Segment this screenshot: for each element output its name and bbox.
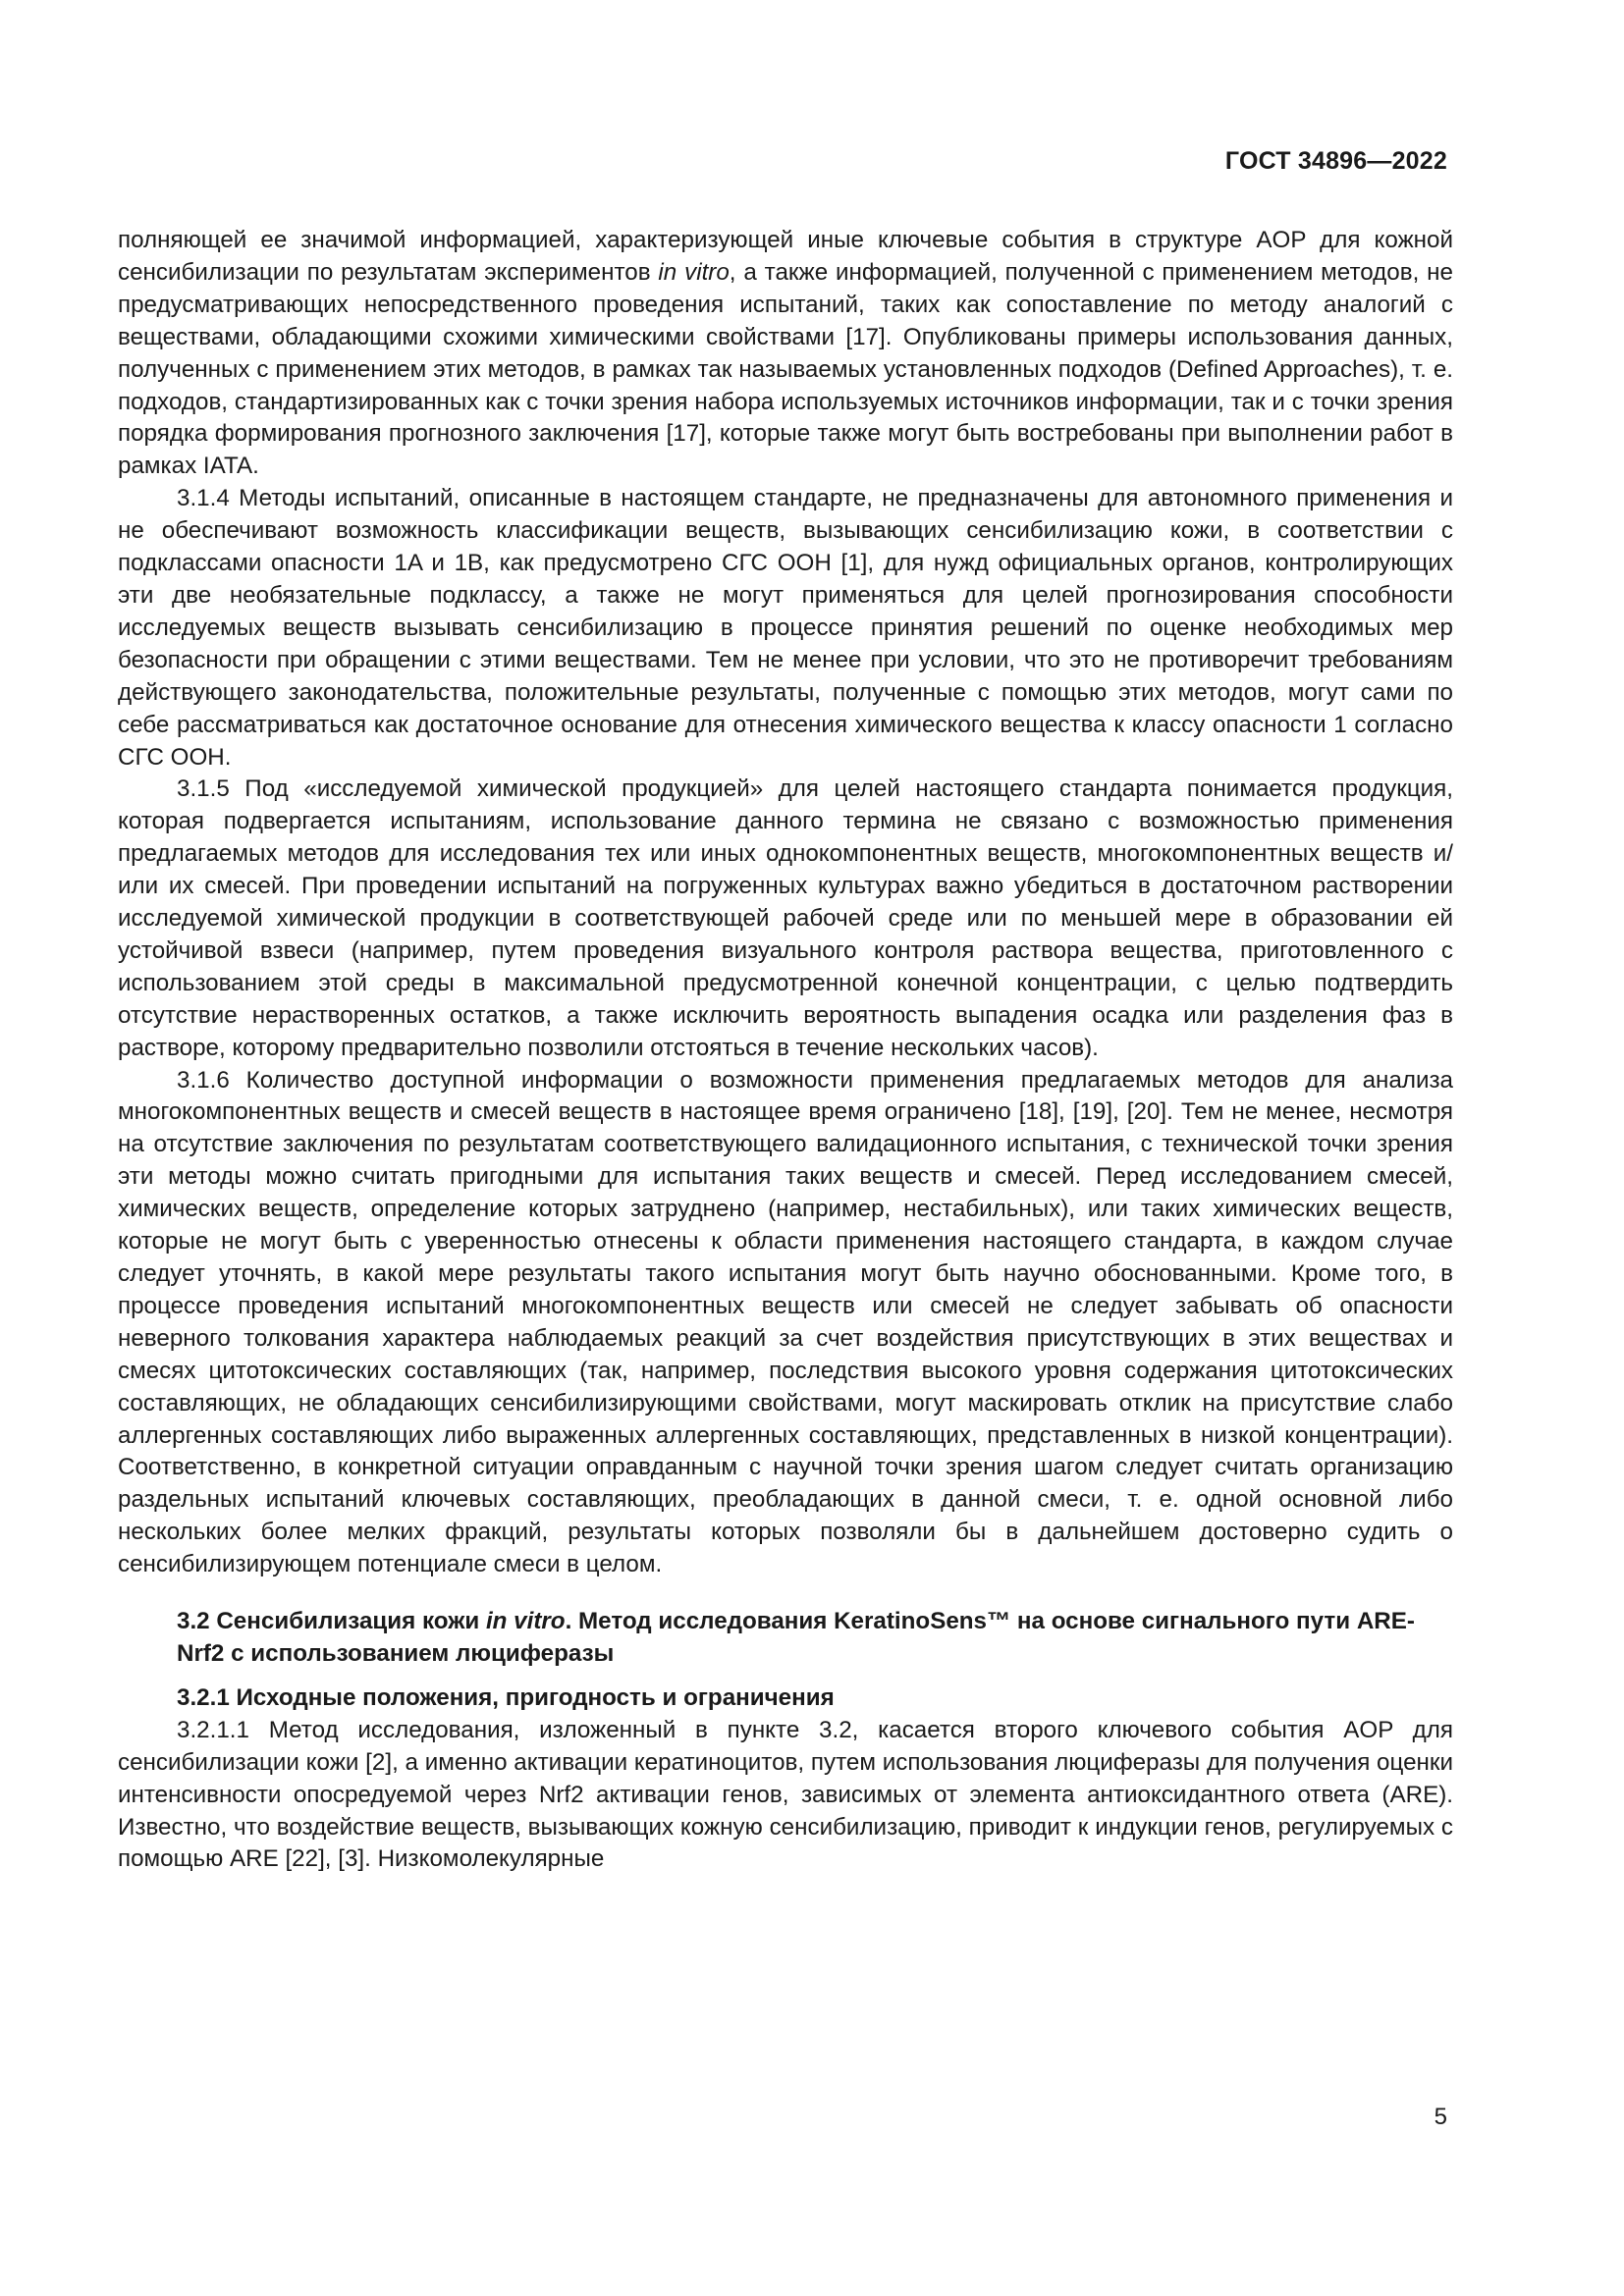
text-emphasis: in vitro: [658, 258, 730, 286]
text-emphasis: in vitro: [485, 1608, 566, 1635]
document-header: ГОСТ 34896—2022: [1224, 147, 1447, 175]
section-heading-3-2: [118, 1606, 1453, 1671]
page-number: 5: [1434, 2104, 1447, 2130]
paragraph-3-1-4: 3.1.4 Методы испытаний, описанные в настоящем стандарте, не предназначены для автономного применения и не обеспечивают возможность классификации веществ, вызывающих сенсибилизацию кожи, в соответствии с подклассами опасности 1A и 1B, как предусмотрено СГС ООН [1], для нужд официальных органов, контролирующих эти две необязательные подклассу, а также не могут применяться для целей прогнозирования способности исследуемых веществ вызывать сенсибилизацию в процессе принятия решений по оценке необходимых мер безопасности при обращении с этими веществами. Тем не менее при условии, что это не противоречит требованиям действующего законодательства, положительные результаты, полученные с помощью этих методов, могут сами по себе рассматриваться как достаточное основание для отнесения химического вещества к классу опасности 1 согласно СГС ООН.: [118, 485, 1453, 771]
text-run: 3.2 Сенсибилизация кожи: [177, 1608, 486, 1635]
text-run: , а также информацией, полученной с применением методов, не предусматривающих непосредственного проведения испытаний, таких как сопоставление по методу аналогий с веществами, обладающими схожими химическими свойствами [17]. Опубликованы примеры использования данных, полученных с применением этих методов, в рамках так называемых установленных подходов (Defined Approaches), т. е. подходов, стандартизированных как с точки зрения набора используемых источников информации, так и с точки зрения порядка формирования прогнозного заключения [17], которые также могут быть востребованы при выполнении работ в рамках IATA.: [118, 258, 1453, 480]
text-run: . Метод исследования KeratinoSens™ на основе сигнального пути ARE-Nrf2 с использованием люциферазы: [177, 1608, 1415, 1667]
paragraph-3-1-6: 3.1.6 Количество доступной информации о возможности применения предлагаемых методов для анализа многокомпонентных веществ и смесей веществ в настоящее время ограничено [18], [19], [20]. Тем не менее, несмотря на отсутствие заключения по результатам соответствующего валидационного испытания, с технической точки зрения эти методы можно считать пригодными для испытания таких веществ и смесей. Перед исследованием смесей, химических веществ, определение которых затруднено (например, нестабильных), или таких химических веществ, которые не могут быть с уверенностью отнесены к области применения настоящего стандарта, в каждом случае следует уточнять, в какой мере результаты такого испытания могут быть научно обоснованными. Кроме того, в процессе проведения испытаний многокомпонентных веществ или смесей не следует забывать об опасности неверного толкования характера наблюдаемых реакций за счет воздействия присутствующих в этих веществах и смесях цитотоксических составляющих (так, например, последствия высокого уровня содержания цитотоксических составляющих, не обладающих сенсибилизирующими свойствами, могут маскировать отклик на присутствие слабо аллергенных составляющих либо выраженных аллергенных составляющих, представленных в низкой концентрации). Соответственно, в конкретной ситуации оправданным с научной точки зрения шагом следует считать организацию раздельных испытаний ключевых составляющих, преобладающих в данной смеси, т. е. одной основной либо нескольких более мелких фракций, результаты которых позволяли бы в дальнейшем достоверно судить о сенсибилизирующем потенциале смеси в целом.: [118, 1066, 1453, 1578]
paragraph-3-2-1-1: 3.2.1.1 Метод исследования, изложенный в пункте 3.2, касается второго ключевого события AOP для сенсибилизации кожи [2], а именно активации кератиноцитов, путем использования люциферазы для получения оценки интенсивности опосредуемой через Nrf2 активации генов, зависимых от элемента антиоксидантного ответа (ARE). Известно, что воздействие веществ, вызывающих кожную сенсибилизацию, приводит к индукции генов, регулируемых с помощью ARE [22], [3]. Низкомолекулярные: [118, 1716, 1453, 1873]
spacer: [118, 1671, 1453, 1682]
text-run: полняющей ее значимой информацией, характеризующей иные ключевые события в структуре AOP для кожной сенсибилизации по результатам экспериментов: [118, 227, 1453, 286]
document-body: [118, 225, 1453, 1876]
section-heading-3-2-1: 3.2.1 Исходные положения, пригодность и ограничения: [177, 1683, 835, 1711]
paragraph-3-1-5: 3.1.5 Под «исследуемой химической продукцией» для целей настоящего стандарта понимается продукция, которая подвергается испытаниям, использование данного термина не связано с возможностью применения предлагаемых методов для исследования тех или иных однокомпонентных веществ, многокомпонентных веществ и/или их смесей. При проведении испытаний на погруженных культурах важно убедиться в достаточном растворении исследуемой химической продукции в соответствующей рабочей среде или по меньшей мере в образовании ей устойчивой взвеси (например, путем проведения визуального контроля раствора вещества, приготовленного с использованием этой среды в максимальной предусмотренной конечной концентрации, с целью подтвердить отсутствие нерастворенных остатков, а также исключить вероятность выпадения осадка или разделения фаз в растворе, которому предварительно позволили отстояться в течение нескольких часов).: [118, 775, 1453, 1061]
paragraph-continuation: [118, 225, 1453, 483]
spacer: [118, 1581, 1453, 1606]
